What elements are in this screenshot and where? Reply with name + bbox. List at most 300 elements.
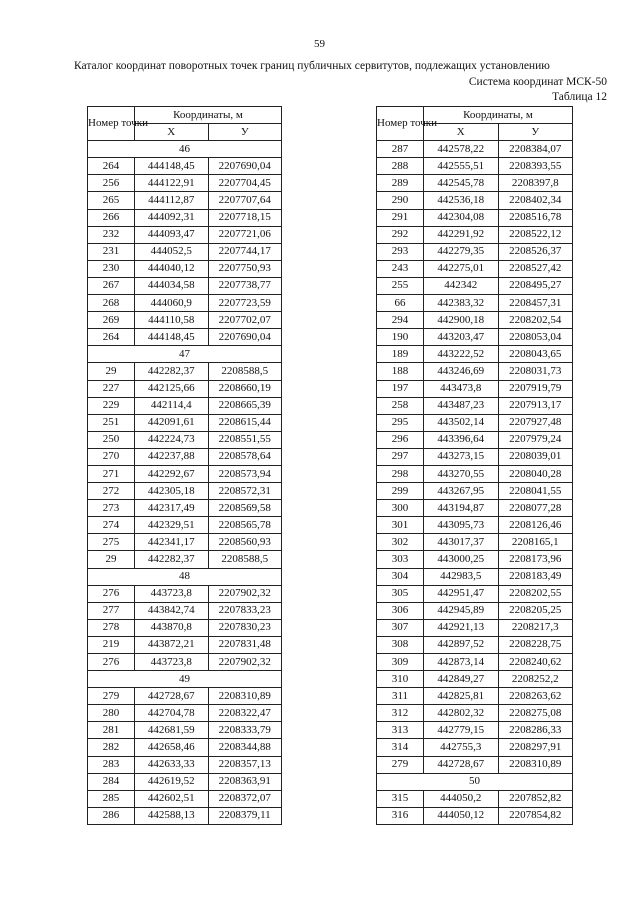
table-row bbox=[88, 192, 282, 209]
point-number-cell: 273 bbox=[88, 500, 135, 517]
y-coordinate-cell: 2208310,89 bbox=[208, 688, 282, 705]
x-coordinate-cell: 442091,61 bbox=[135, 414, 209, 431]
y-coordinate-cell: 2208578,64 bbox=[208, 448, 282, 465]
y-coordinate-cell: 2208202,54 bbox=[498, 312, 573, 329]
x-coordinate-cell: 442849,27 bbox=[424, 671, 499, 688]
y-coordinate-cell: 2208569,58 bbox=[208, 500, 282, 517]
y-coordinate-cell: 2208384,07 bbox=[498, 141, 573, 158]
x-coordinate-cell: 443870,8 bbox=[135, 619, 209, 636]
point-number-cell: 287 bbox=[377, 141, 424, 158]
point-number-cell: 268 bbox=[88, 295, 135, 312]
x-coordinate-cell: 443203,47 bbox=[424, 329, 499, 346]
x-coordinate-cell: 442578,22 bbox=[424, 141, 499, 158]
x-coordinate-cell: 443222,52 bbox=[424, 346, 499, 363]
y-coordinate-cell: 2208397,8 bbox=[498, 175, 573, 192]
x-coordinate-cell: 443270,55 bbox=[424, 465, 499, 482]
table-row bbox=[377, 500, 573, 517]
y-coordinate-cell: 2208588,5 bbox=[208, 551, 282, 568]
table-row bbox=[377, 175, 573, 192]
point-number-cell: 286 bbox=[88, 807, 135, 824]
x-coordinate-cell: 444122,91 bbox=[135, 175, 209, 192]
header-coordinates: Координаты, м bbox=[135, 107, 282, 124]
x-coordinate-cell: 443723,8 bbox=[135, 654, 209, 671]
table-number-label: Таблица 12 bbox=[552, 91, 607, 103]
y-coordinate-cell: 2207913,17 bbox=[498, 397, 573, 414]
y-coordinate-cell: 2208363,91 bbox=[208, 773, 282, 790]
page-number: 59 bbox=[314, 38, 325, 50]
x-coordinate-cell: 443246,69 bbox=[424, 363, 499, 380]
point-number-cell: 294 bbox=[377, 312, 424, 329]
point-number-cell: 271 bbox=[88, 465, 135, 482]
y-coordinate-cell: 2207738,77 bbox=[208, 277, 282, 294]
table-row bbox=[377, 602, 573, 619]
y-coordinate-cell: 2208393,55 bbox=[498, 158, 573, 175]
table-row bbox=[377, 654, 573, 671]
x-coordinate-cell: 442282,37 bbox=[135, 551, 209, 568]
x-coordinate-cell: 442802,32 bbox=[424, 705, 499, 722]
x-coordinate-cell: 443396,64 bbox=[424, 431, 499, 448]
point-number-cell: 197 bbox=[377, 380, 424, 397]
table-row bbox=[88, 517, 282, 534]
table-row bbox=[88, 363, 282, 380]
x-coordinate-cell: 443017,37 bbox=[424, 534, 499, 551]
table-row bbox=[377, 243, 573, 260]
point-number-cell: 310 bbox=[377, 671, 424, 688]
table-row bbox=[377, 431, 573, 448]
point-number-cell: 302 bbox=[377, 534, 424, 551]
x-coordinate-cell: 443273,15 bbox=[424, 448, 499, 465]
x-coordinate-cell: 444040,12 bbox=[135, 260, 209, 277]
y-coordinate-cell: 2208516,78 bbox=[498, 209, 573, 226]
table-row bbox=[88, 551, 282, 568]
x-coordinate-cell: 443473,8 bbox=[424, 380, 499, 397]
point-number-cell: 292 bbox=[377, 226, 424, 243]
x-coordinate-cell: 442545,78 bbox=[424, 175, 499, 192]
x-coordinate-cell: 442292,67 bbox=[135, 465, 209, 482]
x-coordinate-cell: 444050,12 bbox=[424, 807, 499, 824]
group-number: 50 bbox=[377, 773, 573, 790]
x-coordinate-cell: 442983,5 bbox=[424, 568, 499, 585]
point-number-cell: 309 bbox=[377, 654, 424, 671]
table-row bbox=[88, 585, 282, 602]
x-coordinate-cell: 442305,18 bbox=[135, 483, 209, 500]
header-y: У bbox=[498, 124, 573, 141]
y-coordinate-cell: 2208183,49 bbox=[498, 568, 573, 585]
x-coordinate-cell: 442704,78 bbox=[135, 705, 209, 722]
point-number-cell: 229 bbox=[88, 397, 135, 414]
x-coordinate-cell: 442555,51 bbox=[424, 158, 499, 175]
x-coordinate-cell: 442779,15 bbox=[424, 722, 499, 739]
y-coordinate-cell: 2208588,5 bbox=[208, 363, 282, 380]
point-number-cell: 290 bbox=[377, 192, 424, 209]
x-coordinate-cell: 444112,87 bbox=[135, 192, 209, 209]
point-number-cell: 274 bbox=[88, 517, 135, 534]
point-number-cell: 258 bbox=[377, 397, 424, 414]
table-row bbox=[377, 329, 573, 346]
table-row bbox=[88, 243, 282, 260]
x-coordinate-cell: 444148,45 bbox=[135, 158, 209, 175]
point-number-cell: 282 bbox=[88, 739, 135, 756]
table-row bbox=[88, 380, 282, 397]
x-coordinate-cell: 442900,18 bbox=[424, 312, 499, 329]
table-row bbox=[377, 568, 573, 585]
table-row bbox=[88, 226, 282, 243]
point-number-cell: 276 bbox=[88, 654, 135, 671]
y-coordinate-cell: 2207852,82 bbox=[498, 790, 573, 807]
y-coordinate-cell: 2208202,55 bbox=[498, 585, 573, 602]
point-number-cell: 280 bbox=[88, 705, 135, 722]
y-coordinate-cell: 2208372,07 bbox=[208, 790, 282, 807]
x-coordinate-cell: 444060,9 bbox=[135, 295, 209, 312]
point-number-cell: 297 bbox=[377, 448, 424, 465]
table-row bbox=[88, 688, 282, 705]
table-row bbox=[88, 465, 282, 482]
y-coordinate-cell: 2208053,04 bbox=[498, 329, 573, 346]
point-number-cell: 304 bbox=[377, 568, 424, 585]
point-number-cell: 281 bbox=[88, 722, 135, 739]
x-coordinate-cell: 444093,47 bbox=[135, 226, 209, 243]
point-number-cell: 29 bbox=[88, 551, 135, 568]
y-coordinate-cell: 2208310,89 bbox=[498, 756, 573, 773]
x-coordinate-cell: 442619,52 bbox=[135, 773, 209, 790]
point-number-cell: 264 bbox=[88, 329, 135, 346]
point-number-cell: 314 bbox=[377, 739, 424, 756]
table-row bbox=[88, 602, 282, 619]
point-number-cell: 277 bbox=[88, 602, 135, 619]
x-coordinate-cell: 443723,8 bbox=[135, 585, 209, 602]
table-row bbox=[377, 363, 573, 380]
x-coordinate-cell: 442291,92 bbox=[424, 226, 499, 243]
y-coordinate-cell: 2208252,2 bbox=[498, 671, 573, 688]
table-row bbox=[377, 397, 573, 414]
x-coordinate-cell: 442633,33 bbox=[135, 756, 209, 773]
x-coordinate-cell: 443000,25 bbox=[424, 551, 499, 568]
x-coordinate-cell: 442951,47 bbox=[424, 585, 499, 602]
table-row bbox=[88, 414, 282, 431]
point-number-cell: 293 bbox=[377, 243, 424, 260]
x-coordinate-cell: 442342 bbox=[424, 277, 499, 294]
x-coordinate-cell: 442588,13 bbox=[135, 807, 209, 824]
point-number-cell: 288 bbox=[377, 158, 424, 175]
point-number-cell: 298 bbox=[377, 465, 424, 482]
y-coordinate-cell: 2208228,75 bbox=[498, 636, 573, 653]
x-coordinate-cell: 442755,3 bbox=[424, 739, 499, 756]
point-number-cell: 267 bbox=[88, 277, 135, 294]
table-row bbox=[377, 158, 573, 175]
x-coordinate-cell: 442383,32 bbox=[424, 295, 499, 312]
table-row bbox=[377, 483, 573, 500]
group-number: 47 bbox=[88, 346, 282, 363]
y-coordinate-cell: 2208660,19 bbox=[208, 380, 282, 397]
point-number-cell: 270 bbox=[88, 448, 135, 465]
point-number-cell: 189 bbox=[377, 346, 424, 363]
x-coordinate-cell: 443842,74 bbox=[135, 602, 209, 619]
table-row bbox=[88, 739, 282, 756]
y-coordinate-cell: 2208173,96 bbox=[498, 551, 573, 568]
y-coordinate-cell: 2208263,62 bbox=[498, 688, 573, 705]
x-coordinate-cell: 442681,59 bbox=[135, 722, 209, 739]
table-row bbox=[377, 226, 573, 243]
table-row bbox=[88, 329, 282, 346]
header-y: У bbox=[208, 124, 282, 141]
catalog-caption: Каталог координат поворотных точек границ публичных сервитутов, подлежащих установлению bbox=[74, 60, 550, 72]
point-number-cell: 251 bbox=[88, 414, 135, 431]
table-row bbox=[88, 260, 282, 277]
group-number: 48 bbox=[88, 568, 282, 585]
y-coordinate-cell: 2208031,73 bbox=[498, 363, 573, 380]
table-row bbox=[377, 295, 573, 312]
point-number-cell: 315 bbox=[377, 790, 424, 807]
point-number-cell: 279 bbox=[88, 688, 135, 705]
table-row bbox=[88, 500, 282, 517]
point-number-cell: 296 bbox=[377, 431, 424, 448]
y-coordinate-cell: 2208572,31 bbox=[208, 483, 282, 500]
x-coordinate-cell: 442279,35 bbox=[424, 243, 499, 260]
table-row bbox=[377, 346, 573, 363]
point-number-cell: 284 bbox=[88, 773, 135, 790]
table-row bbox=[88, 483, 282, 500]
x-coordinate-cell: 442237,88 bbox=[135, 448, 209, 465]
x-coordinate-cell: 442897,52 bbox=[424, 636, 499, 653]
table-row bbox=[377, 790, 573, 807]
y-coordinate-cell: 2207707,64 bbox=[208, 192, 282, 209]
y-coordinate-cell: 2208240,62 bbox=[498, 654, 573, 671]
table-row bbox=[88, 619, 282, 636]
y-coordinate-cell: 2208402,34 bbox=[498, 192, 573, 209]
x-coordinate-cell: 443267,95 bbox=[424, 483, 499, 500]
table-row bbox=[377, 277, 573, 294]
table-row bbox=[377, 192, 573, 209]
coordinates-table-left bbox=[87, 106, 282, 825]
table-row bbox=[377, 756, 573, 773]
y-coordinate-cell: 2208457,31 bbox=[498, 295, 573, 312]
point-number-cell: 219 bbox=[88, 636, 135, 653]
point-number-cell: 278 bbox=[88, 619, 135, 636]
y-coordinate-cell: 2208039,01 bbox=[498, 448, 573, 465]
y-coordinate-cell: 2208297,91 bbox=[498, 739, 573, 756]
table-row bbox=[377, 141, 573, 158]
point-number-cell: 232 bbox=[88, 226, 135, 243]
table-row bbox=[377, 688, 573, 705]
header-point-number: Номер точки bbox=[377, 107, 424, 141]
table-row bbox=[377, 465, 573, 482]
x-coordinate-cell: 442224,73 bbox=[135, 431, 209, 448]
point-number-cell: 231 bbox=[88, 243, 135, 260]
table-row bbox=[88, 175, 282, 192]
point-number-cell: 307 bbox=[377, 619, 424, 636]
table-row bbox=[377, 585, 573, 602]
y-coordinate-cell: 2207979,24 bbox=[498, 431, 573, 448]
x-coordinate-cell: 444034,58 bbox=[135, 277, 209, 294]
table-row bbox=[88, 705, 282, 722]
x-coordinate-cell: 442825,81 bbox=[424, 688, 499, 705]
point-number-cell: 300 bbox=[377, 500, 424, 517]
x-coordinate-cell: 442125,66 bbox=[135, 380, 209, 397]
y-coordinate-cell: 2207690,04 bbox=[208, 329, 282, 346]
x-coordinate-cell: 442282,37 bbox=[135, 363, 209, 380]
table-row bbox=[377, 722, 573, 739]
point-number-cell: 255 bbox=[377, 277, 424, 294]
point-number-cell: 291 bbox=[377, 209, 424, 226]
table-row bbox=[88, 397, 282, 414]
x-coordinate-cell: 444092,31 bbox=[135, 209, 209, 226]
point-number-cell: 265 bbox=[88, 192, 135, 209]
group-header-row bbox=[88, 671, 282, 688]
table-row bbox=[88, 636, 282, 653]
table-row bbox=[377, 448, 573, 465]
y-coordinate-cell: 2208357,13 bbox=[208, 756, 282, 773]
x-coordinate-cell: 442921,13 bbox=[424, 619, 499, 636]
y-coordinate-cell: 2208573,94 bbox=[208, 465, 282, 482]
point-number-cell: 230 bbox=[88, 260, 135, 277]
y-coordinate-cell: 2208344,88 bbox=[208, 739, 282, 756]
x-coordinate-cell: 444052,5 bbox=[135, 243, 209, 260]
header-x: X bbox=[424, 124, 499, 141]
y-coordinate-cell: 2208551,55 bbox=[208, 431, 282, 448]
table-row bbox=[377, 517, 573, 534]
table-row bbox=[88, 158, 282, 175]
x-coordinate-cell: 442945,89 bbox=[424, 602, 499, 619]
header-point-number: Номер точки bbox=[88, 107, 135, 141]
point-number-cell: 275 bbox=[88, 534, 135, 551]
y-coordinate-cell: 2207831,48 bbox=[208, 636, 282, 653]
x-coordinate-cell: 444050,2 bbox=[424, 790, 499, 807]
x-coordinate-cell: 442873,14 bbox=[424, 654, 499, 671]
group-header-row bbox=[88, 346, 282, 363]
y-coordinate-cell: 2207830,23 bbox=[208, 619, 282, 636]
point-number-cell: 311 bbox=[377, 688, 424, 705]
y-coordinate-cell: 2207702,07 bbox=[208, 312, 282, 329]
y-coordinate-cell: 2207718,15 bbox=[208, 209, 282, 226]
y-coordinate-cell: 2207750,93 bbox=[208, 260, 282, 277]
y-coordinate-cell: 2208522,12 bbox=[498, 226, 573, 243]
y-coordinate-cell: 2207833,23 bbox=[208, 602, 282, 619]
table-row bbox=[377, 636, 573, 653]
table-row bbox=[88, 756, 282, 773]
point-number-cell: 227 bbox=[88, 380, 135, 397]
point-number-cell: 295 bbox=[377, 414, 424, 431]
table-row bbox=[88, 722, 282, 739]
y-coordinate-cell: 2208665,39 bbox=[208, 397, 282, 414]
x-coordinate-cell: 442658,46 bbox=[135, 739, 209, 756]
x-coordinate-cell: 442602,51 bbox=[135, 790, 209, 807]
table-row bbox=[377, 209, 573, 226]
x-coordinate-cell: 442304,08 bbox=[424, 209, 499, 226]
header-x: X bbox=[135, 124, 209, 141]
y-coordinate-cell: 2207927,48 bbox=[498, 414, 573, 431]
y-coordinate-cell: 2208043,65 bbox=[498, 346, 573, 363]
x-coordinate-cell: 442728,67 bbox=[424, 756, 499, 773]
x-coordinate-cell: 442341,17 bbox=[135, 534, 209, 551]
y-coordinate-cell: 2208041,55 bbox=[498, 483, 573, 500]
y-coordinate-cell: 2208286,33 bbox=[498, 722, 573, 739]
x-coordinate-cell: 443502,14 bbox=[424, 414, 499, 431]
point-number-cell: 303 bbox=[377, 551, 424, 568]
y-coordinate-cell: 2208560,93 bbox=[208, 534, 282, 551]
point-number-cell: 316 bbox=[377, 807, 424, 824]
point-number-cell: 190 bbox=[377, 329, 424, 346]
y-coordinate-cell: 2208379,11 bbox=[208, 807, 282, 824]
y-coordinate-cell: 2208077,28 bbox=[498, 500, 573, 517]
table-row bbox=[88, 295, 282, 312]
point-number-cell: 305 bbox=[377, 585, 424, 602]
x-coordinate-cell: 442317,49 bbox=[135, 500, 209, 517]
point-number-cell: 264 bbox=[88, 158, 135, 175]
table-row bbox=[377, 551, 573, 568]
x-coordinate-cell: 442536,18 bbox=[424, 192, 499, 209]
group-header-row bbox=[88, 568, 282, 585]
y-coordinate-cell: 2207723,59 bbox=[208, 295, 282, 312]
coordinate-system-label: Система координат МСК-50 bbox=[468, 76, 607, 88]
point-number-cell: 256 bbox=[88, 175, 135, 192]
y-coordinate-cell: 2208040,28 bbox=[498, 465, 573, 482]
x-coordinate-cell: 442728,67 bbox=[135, 688, 209, 705]
y-coordinate-cell: 2208275,08 bbox=[498, 705, 573, 722]
table-row bbox=[88, 773, 282, 790]
x-coordinate-cell: 443487,23 bbox=[424, 397, 499, 414]
point-number-cell: 301 bbox=[377, 517, 424, 534]
table-row bbox=[88, 431, 282, 448]
table-row bbox=[377, 671, 573, 688]
table-row bbox=[377, 414, 573, 431]
x-coordinate-cell: 443194,87 bbox=[424, 500, 499, 517]
point-number-cell: 266 bbox=[88, 209, 135, 226]
point-number-cell: 279 bbox=[377, 756, 424, 773]
point-number-cell: 312 bbox=[377, 705, 424, 722]
group-header-row bbox=[377, 773, 573, 790]
point-number-cell: 306 bbox=[377, 602, 424, 619]
y-coordinate-cell: 2208527,42 bbox=[498, 260, 573, 277]
x-coordinate-cell: 443872,21 bbox=[135, 636, 209, 653]
header-coordinates: Координаты, м bbox=[424, 107, 573, 124]
table-row bbox=[88, 448, 282, 465]
left-table-body bbox=[88, 141, 282, 825]
y-coordinate-cell: 2208165,1 bbox=[498, 534, 573, 551]
table-row bbox=[377, 739, 573, 756]
group-number: 46 bbox=[88, 141, 282, 158]
table-row bbox=[88, 790, 282, 807]
group-header-row bbox=[88, 141, 282, 158]
y-coordinate-cell: 2208495,27 bbox=[498, 277, 573, 294]
point-number-cell: 29 bbox=[88, 363, 135, 380]
point-number-cell: 250 bbox=[88, 431, 135, 448]
table-row bbox=[377, 807, 573, 824]
table-row bbox=[88, 534, 282, 551]
point-number-cell: 308 bbox=[377, 636, 424, 653]
point-number-cell: 276 bbox=[88, 585, 135, 602]
table-row bbox=[88, 312, 282, 329]
coordinates-table-right bbox=[376, 106, 573, 825]
x-coordinate-cell: 442114,4 bbox=[135, 397, 209, 414]
point-number-cell: 66 bbox=[377, 295, 424, 312]
table-row bbox=[377, 380, 573, 397]
y-coordinate-cell: 2207919,79 bbox=[498, 380, 573, 397]
point-number-cell: 283 bbox=[88, 756, 135, 773]
point-number-cell: 313 bbox=[377, 722, 424, 739]
table-row bbox=[88, 654, 282, 671]
table-row bbox=[377, 534, 573, 551]
y-coordinate-cell: 2207721,06 bbox=[208, 226, 282, 243]
y-coordinate-cell: 2208126,46 bbox=[498, 517, 573, 534]
table-row bbox=[88, 277, 282, 294]
y-coordinate-cell: 2207902,32 bbox=[208, 654, 282, 671]
point-number-cell: 243 bbox=[377, 260, 424, 277]
point-number-cell: 299 bbox=[377, 483, 424, 500]
y-coordinate-cell: 2208615,44 bbox=[208, 414, 282, 431]
point-number-cell: 289 bbox=[377, 175, 424, 192]
y-coordinate-cell: 2208333,79 bbox=[208, 722, 282, 739]
y-coordinate-cell: 2207744,17 bbox=[208, 243, 282, 260]
